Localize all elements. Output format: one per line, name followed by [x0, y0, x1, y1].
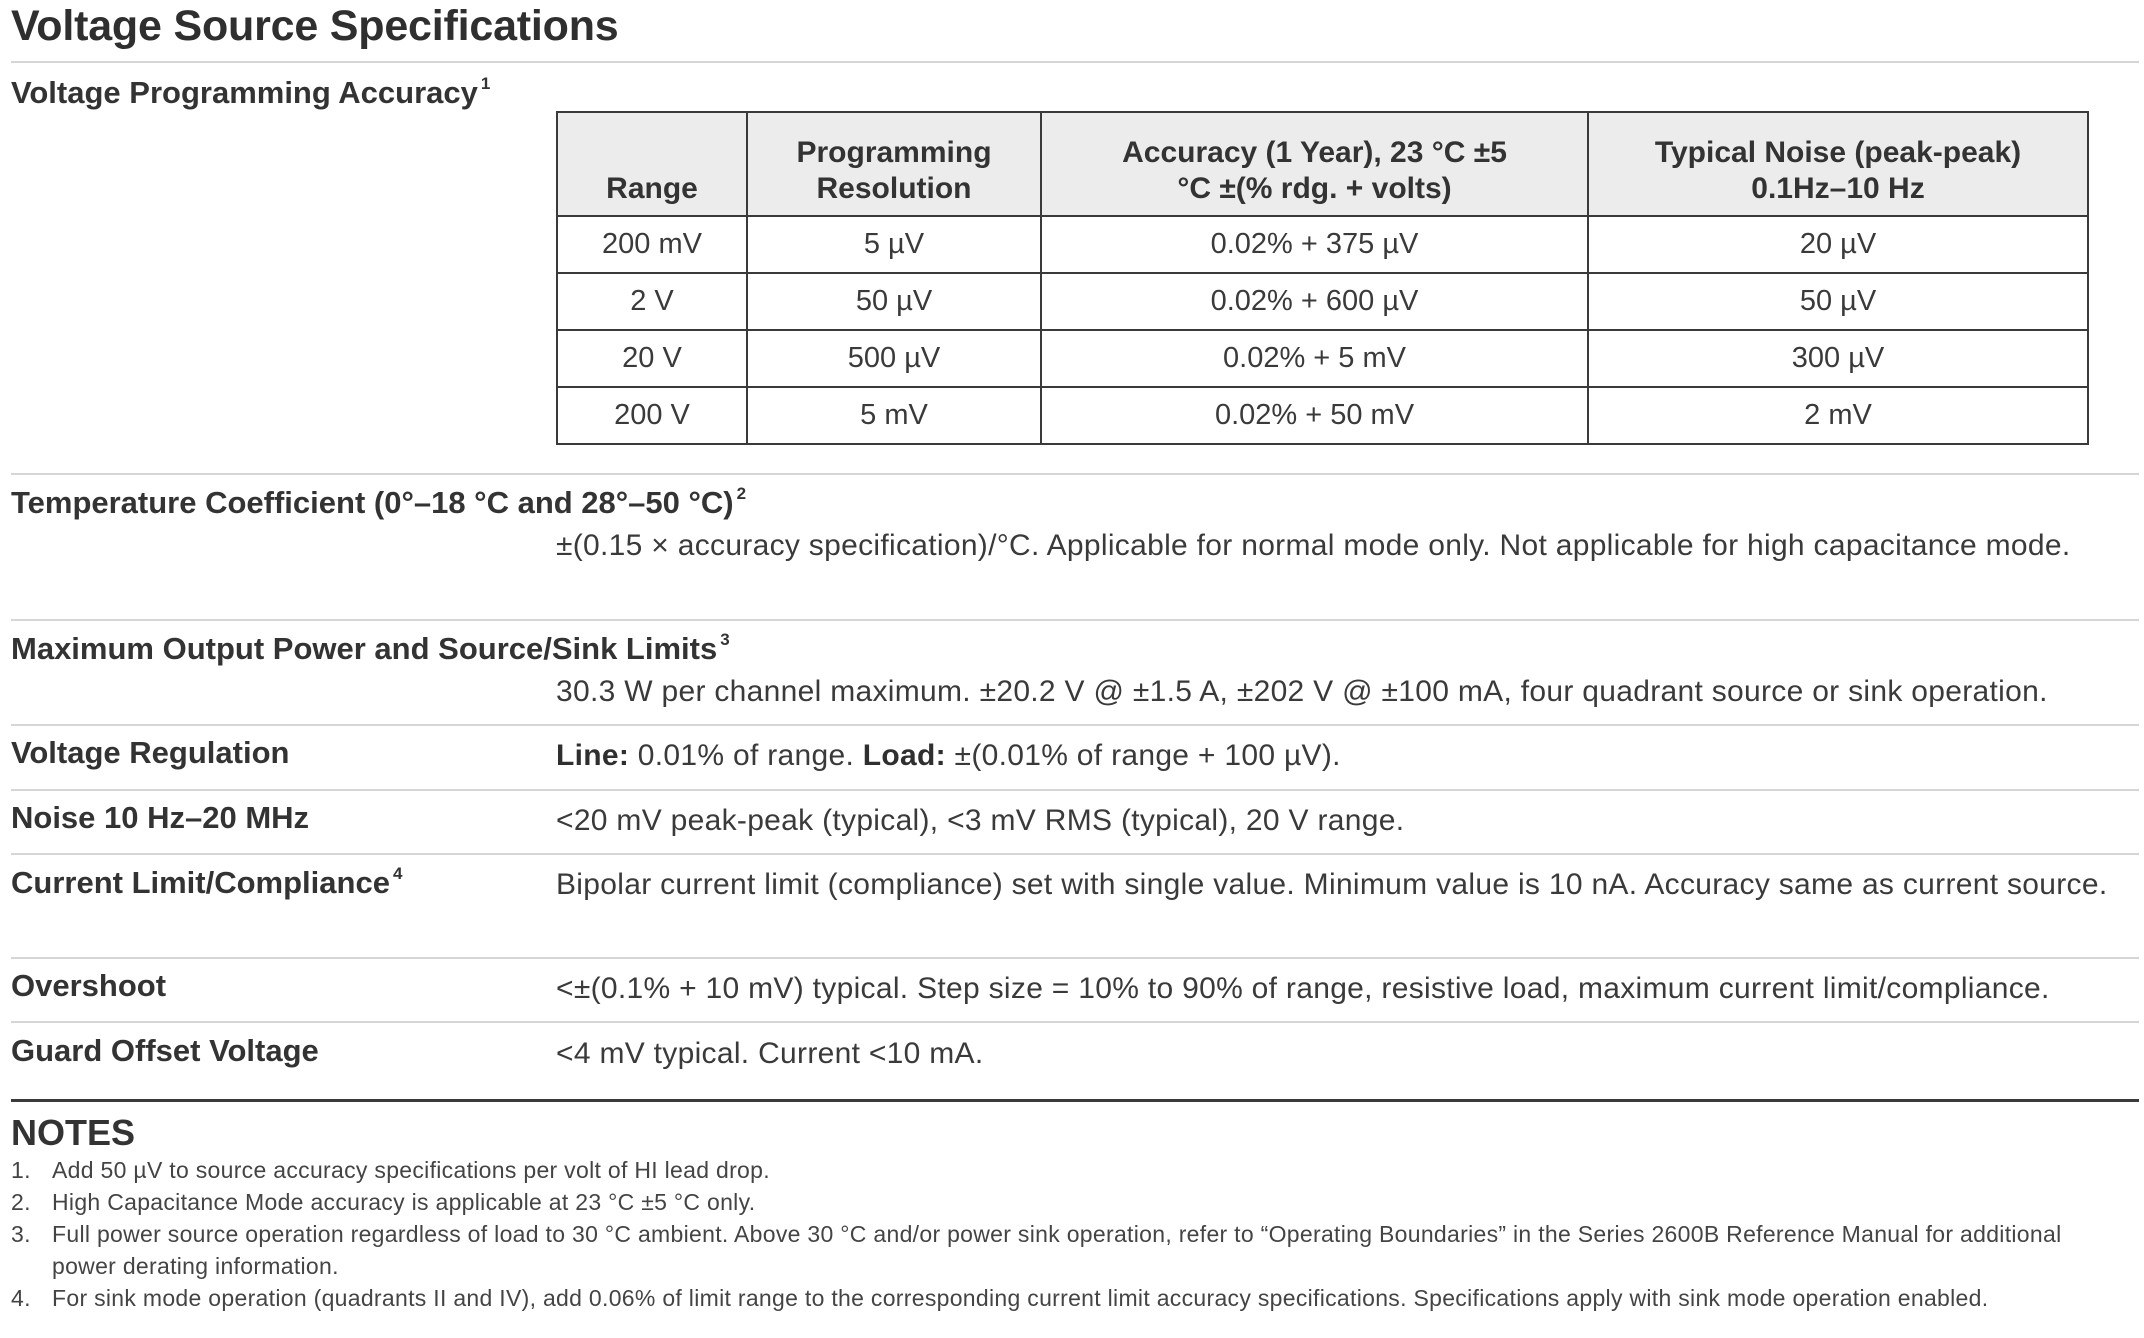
cell-resolution: 5 µV — [747, 216, 1041, 273]
header-accuracy-text: Accuracy (1 Year), 23 °C ±5 °C ±(% rdg. + volts) — [1122, 136, 1507, 205]
notes-title: NOTES — [11, 1112, 136, 1153]
divider — [11, 724, 2139, 726]
header-resolution-text: Programming Resolution — [796, 136, 992, 205]
divider — [11, 789, 2139, 791]
temp-coefficient-text: Temperature Coefficient (0°–18 °C and 28°–50 °C) — [11, 485, 734, 520]
divider — [11, 957, 2139, 959]
notes-divider — [11, 1099, 2139, 1102]
cell-resolution: 5 mV — [747, 387, 1041, 444]
footnote-ref: 3 — [720, 630, 730, 649]
cell-noise: 300 µV — [1588, 330, 2088, 387]
cell-resolution: 500 µV — [747, 330, 1041, 387]
cell-range: 20 V — [557, 330, 747, 387]
line-label: Line: — [556, 739, 630, 772]
line-value: 0.01% of range. — [629, 739, 863, 772]
voltage-regulation-value — [556, 735, 2136, 776]
max-power-value: 30.3 W per channel maximum. ±20.2 V @ ±1.5 A, ±202 V @ ±100 mA, four quadrant source or sink operation. — [556, 675, 2048, 708]
cell-accuracy: 0.02% + 375 µV — [1041, 216, 1588, 273]
note-number: 2. — [11, 1189, 31, 1215]
current-limit-text: Current Limit/Compliance — [11, 865, 390, 900]
table-row — [557, 387, 2088, 444]
cell-range: 200 V — [557, 387, 747, 444]
divider — [11, 473, 2139, 475]
max-power-label — [11, 630, 730, 667]
list-item — [11, 1218, 2131, 1282]
table-header-row — [557, 112, 2088, 216]
table-row — [557, 330, 2088, 387]
noise-value: <20 mV peak-peak (typical), <3 mV RMS (typical), 20 V range. — [556, 804, 1405, 837]
list-item — [11, 1282, 2131, 1314]
cell-noise: 2 mV — [1588, 387, 2088, 444]
load-value: ±(0.01% of range + 100 µV). — [945, 739, 1341, 772]
overshoot-value: <±(0.1% + 10 mV) typical. Step size = 10% to 90% of range, resistive load, maximum current limit/compliance. — [556, 972, 2050, 1005]
guard-offset-value: <4 mV typical. Current <10 mA. — [556, 1037, 984, 1070]
table-row — [557, 216, 2088, 273]
divider — [11, 853, 2139, 855]
note-text: High Capacitance Mode accuracy is applicable at 23 °C ±5 °C only. — [52, 1189, 756, 1215]
divider — [11, 1021, 2139, 1023]
cell-noise: 50 µV — [1588, 273, 2088, 330]
programming-accuracy-text: Voltage Programming Accuracy — [11, 75, 478, 110]
note-text: For sink mode operation (quadrants II and IV), add 0.06% of limit range to the corresponding current limit accuracy specifications. Specifications apply with sink mode operation enabled. — [52, 1285, 1989, 1311]
divider — [11, 619, 2139, 621]
divider — [11, 61, 2139, 63]
noise-label: Noise 10 Hz–20 MHz — [11, 800, 310, 835]
overshoot-label: Overshoot — [11, 968, 167, 1003]
list-item — [11, 1154, 2131, 1186]
table-row — [557, 273, 2088, 330]
note-text: Add 50 µV to source accuracy specifications per volt of HI lead drop. — [52, 1157, 770, 1183]
notes-list — [11, 1154, 2131, 1314]
header-noise-text: Typical Noise (peak-peak) 0.1Hz–10 Hz — [1654, 136, 2022, 205]
cell-accuracy: 0.02% + 5 mV — [1041, 330, 1588, 387]
cell-range: 200 mV — [557, 216, 747, 273]
cell-accuracy: 0.02% + 50 mV — [1041, 387, 1588, 444]
cell-resolution: 50 µV — [747, 273, 1041, 330]
current-limit-label — [11, 864, 402, 901]
note-text: Full power source operation regardless of load to 30 °C ambient. Above 30 °C and/or power sink operation, refer to “Operating Boundaries” in the Series 2600B Reference Manual for additional power derating information. — [52, 1221, 2062, 1279]
programming-accuracy-table — [556, 111, 2089, 445]
current-limit-value: Bipolar current limit (compliance) set with single value. Minimum value is 10 nA. Accuracy same as current source. — [556, 868, 2108, 901]
header-resolution — [747, 112, 1041, 216]
cell-noise: 20 µV — [1588, 216, 2088, 273]
cell-range: 2 V — [557, 273, 747, 330]
temp-coefficient-value: ±(0.15 × accuracy specification)/°C. Applicable for normal mode only. Not applicable for high capacitance mode. — [556, 529, 2071, 562]
load-label: Load: — [862, 739, 946, 772]
list-item — [11, 1186, 2131, 1218]
header-accuracy — [1041, 112, 1588, 216]
temp-coefficient-label — [11, 484, 746, 521]
voltage-regulation-label: Voltage Regulation — [11, 735, 290, 770]
guard-offset-label: Guard Offset Voltage — [11, 1033, 319, 1068]
note-number: 3. — [11, 1221, 31, 1247]
cell-accuracy: 0.02% + 600 µV — [1041, 273, 1588, 330]
page-title: Voltage Source Specifications — [11, 2, 619, 50]
footnote-ref: 2 — [736, 484, 747, 503]
header-range: Range — [557, 112, 747, 216]
note-number: 1. — [11, 1157, 31, 1183]
footnote-ref: 4 — [392, 864, 403, 883]
footnote-ref: 1 — [480, 74, 491, 93]
header-noise — [1588, 112, 2088, 216]
programming-accuracy-label — [11, 74, 490, 111]
note-number: 4. — [11, 1285, 31, 1311]
max-power-text: Maximum Output Power and Source/Sink Limits — [11, 631, 718, 666]
